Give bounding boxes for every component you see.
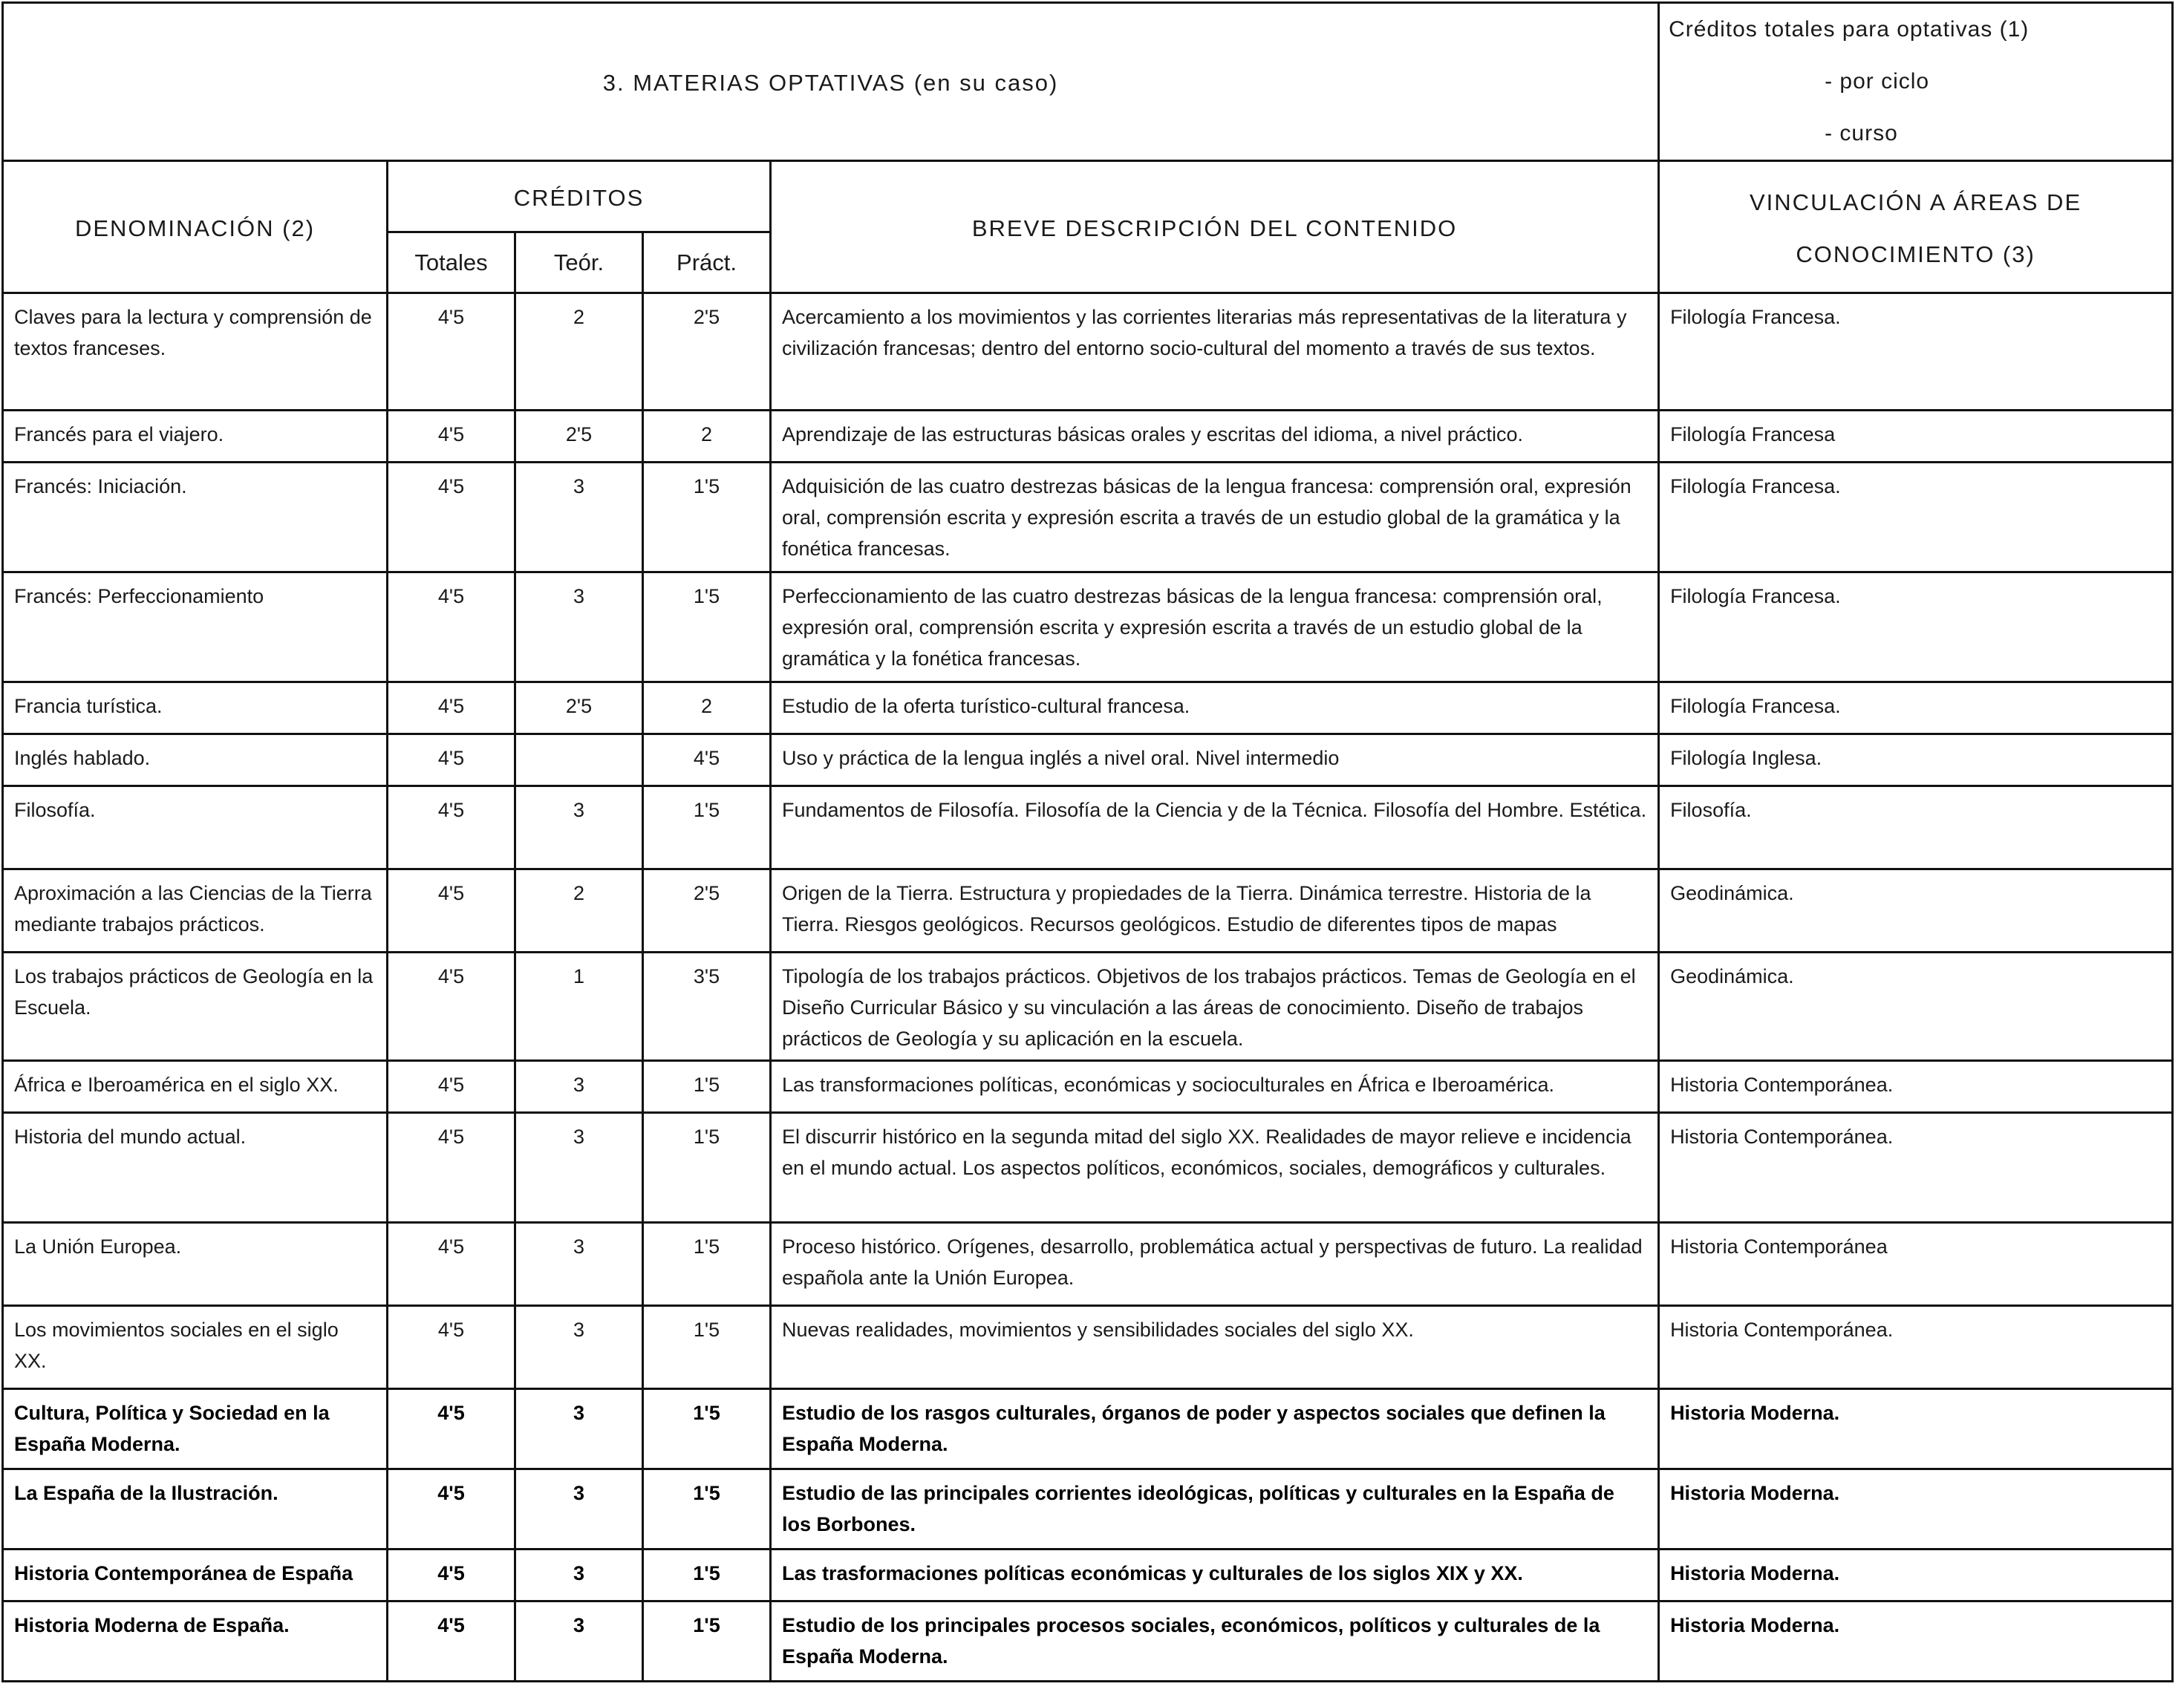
credits-theory: 3 [515, 1389, 643, 1469]
subject-name: Francés para el viajero. [3, 411, 388, 463]
knowledge-area: Historia Moderna. [1659, 1601, 2173, 1682]
teor-header: Teór. [515, 232, 643, 293]
credits-practice: 3'5 [643, 953, 771, 1061]
subject-description: Perfeccionamiento de las cuatro destrezas básicas de la lengua francesa: comprensión oral, expresión oral, comprensión escrita y expresión escrita a través de un estudio global de la gramática y la fonética francesas. [771, 572, 1659, 682]
credits-totals-info [1659, 3, 2173, 161]
knowledge-area: Filología Francesa. [1659, 682, 2173, 734]
table-row [3, 786, 2173, 869]
table-row [3, 1469, 2173, 1550]
knowledge-area: Filología Francesa. [1659, 463, 2173, 572]
table-row [3, 1223, 2173, 1306]
credits-practice: 1'5 [643, 1601, 771, 1682]
subject-description: Estudio de las principales corrientes ideológicas, políticas y culturales en la España de los Borbones. [771, 1469, 1659, 1550]
subject-name: Aproximación a las Ciencias de la Tierra mediante trabajos prácticos. [3, 869, 388, 953]
credits-practice: 1'5 [643, 1469, 771, 1550]
credits-practice: 1'5 [643, 1113, 771, 1223]
credits-total: 4'5 [388, 1469, 515, 1550]
knowledge-area: Filología Francesa [1659, 411, 2173, 463]
credits-practice: 1'5 [643, 572, 771, 682]
subject-description: Nuevas realidades, movimientos y sensibilidades sociales del siglo XX. [771, 1306, 1659, 1389]
subject-name: La España de la Ilustración. [3, 1469, 388, 1550]
credits-total: 4'5 [388, 786, 515, 869]
credits-practice: 1'5 [643, 1061, 771, 1113]
knowledge-area: Historia Moderna. [1659, 1469, 2173, 1550]
subject-description: Acercamiento a los movimientos y las corrientes literarias más representativas de la literatura y civilización francesas; dentro del entorno socio-cultural del momento a través de sus textos. [771, 293, 1659, 411]
subject-name: Los trabajos prácticos de Geología en la Escuela. [3, 953, 388, 1061]
pract-header: Práct. [643, 232, 771, 293]
credits-practice: 1'5 [643, 1223, 771, 1306]
column-header-row [3, 161, 2173, 232]
credits-practice: 1'5 [643, 1550, 771, 1601]
subject-name: Francia turística. [3, 682, 388, 734]
credits-totals-title: Créditos totales para optativas (1) [1669, 17, 2030, 42]
subject-description: El discurrir histórico en la segunda mitad del siglo XX. Realidades de mayor relieve e incidencia en el mundo actual. Los aspectos políticos, económicos, sociales, demográficos y culturales. [771, 1113, 1659, 1223]
section-title: 3. MATERIAS OPTATIVAS (en su caso) [3, 3, 1659, 161]
credits-total: 4'5 [388, 1113, 515, 1223]
credits-theory: 3 [515, 1113, 643, 1223]
credits-theory: 2'5 [515, 682, 643, 734]
subject-name: Historia Moderna de España. [3, 1601, 388, 1682]
vinculacion-header [1659, 161, 2173, 293]
credits-theory: 3 [515, 1061, 643, 1113]
vinculacion-header-line1: VINCULACIÓN A ÁREAS DE [1750, 189, 2082, 215]
knowledge-area: Historia Contemporánea [1659, 1223, 2173, 1306]
credits-total: 4'5 [388, 734, 515, 786]
credits-theory: 3 [515, 1550, 643, 1601]
table-row [3, 1550, 2173, 1601]
credits-practice: 2'5 [643, 293, 771, 411]
knowledge-area: Historia Moderna. [1659, 1389, 2173, 1469]
subject-description: Adquisición de las cuatro destrezas básicas de la lengua francesa: comprensión oral, expresión oral, comprensión escrita y expresión escrita a través de un estudio global de la gramática y la fonética francesas. [771, 463, 1659, 572]
credits-theory: 2 [515, 869, 643, 953]
descripcion-header: BREVE DESCRIPCIÓN DEL CONTENIDO [771, 161, 1659, 293]
table-row [3, 869, 2173, 953]
credits-practice: 1'5 [643, 1306, 771, 1389]
vinculacion-header-line2: CONOCIMIENTO (3) [1796, 241, 2035, 267]
credits-theory: 3 [515, 1306, 643, 1389]
knowledge-area: Historia Moderna. [1659, 1550, 2173, 1601]
subject-description: Estudio de la oferta turístico-cultural francesa. [771, 682, 1659, 734]
subject-name: Claves para la lectura y comprensión de textos franceses. [3, 293, 388, 411]
credits-per-cycle: - por ciclo [1825, 69, 1930, 94]
credits-total: 4'5 [388, 463, 515, 572]
subject-name: Francés: Perfeccionamiento [3, 572, 388, 682]
subject-name: África e Iberoamérica en el siglo XX. [3, 1061, 388, 1113]
table-row [3, 1306, 2173, 1389]
credits-theory: 2'5 [515, 411, 643, 463]
credits-practice: 2 [643, 682, 771, 734]
credits-theory: 3 [515, 1223, 643, 1306]
subject-description: Las trasformaciones políticas económicas y culturales de los siglos XIX y XX. [771, 1550, 1659, 1601]
subject-description: Las transformaciones políticas, económicas y socioculturales en África e Iberoamérica. [771, 1061, 1659, 1113]
credits-theory: 3 [515, 786, 643, 869]
credits-total: 4'5 [388, 1061, 515, 1113]
table-row [3, 572, 2173, 682]
credits-theory: 1 [515, 953, 643, 1061]
subject-name: Historia del mundo actual. [3, 1113, 388, 1223]
knowledge-area: Filología Inglesa. [1659, 734, 2173, 786]
denominacion-header: DENOMINACIÓN (2) [3, 161, 388, 293]
subject-description: Proceso histórico. Orígenes, desarrollo, problemática actual y perspectivas de futuro. La realidad española ante la Unión Europea. [771, 1223, 1659, 1306]
knowledge-area: Geodinámica. [1659, 953, 2173, 1061]
subject-name: Francés: Iniciación. [3, 463, 388, 572]
credits-total: 4'5 [388, 1389, 515, 1469]
credits-theory [515, 734, 643, 786]
subject-description: Fundamentos de Filosofía. Filosofía de la Ciencia y de la Técnica. Filosofía del Hombre. Estética. [771, 786, 1659, 869]
credits-total: 4'5 [388, 411, 515, 463]
table-row [3, 1061, 2173, 1113]
table-row [3, 293, 2173, 411]
subject-name: La Unión Europea. [3, 1223, 388, 1306]
subject-description: Uso y práctica de la lengua inglés a nivel oral. Nivel intermedio [771, 734, 1659, 786]
credits-practice: 1'5 [643, 786, 771, 869]
credits-total: 4'5 [388, 1306, 515, 1389]
knowledge-area: Filología Francesa. [1659, 293, 2173, 411]
credits-practice: 2 [643, 411, 771, 463]
table-row [3, 1601, 2173, 1682]
knowledge-area: Historia Contemporánea. [1659, 1061, 2173, 1113]
subject-name: Los movimientos sociales en el siglo XX. [3, 1306, 388, 1389]
credits-total: 4'5 [388, 1223, 515, 1306]
subject-description: Origen de la Tierra. Estructura y propiedades de la Tierra. Dinámica terrestre. Historia de la Tierra. Riesgos geológicos. Recursos geológicos. Estudio de diferentes tipos de mapas [771, 869, 1659, 953]
subject-description: Tipología de los trabajos prácticos. Objetivos de los trabajos prácticos. Temas de Geología en el Diseño Curricular Básico y su vinculación a las áreas de conocimiento. Diseño de trabajos prácticos de Geología y su aplicación en la escuela. [771, 953, 1659, 1061]
credits-theory: 3 [515, 463, 643, 572]
subject-description: Aprendizaje de las estructuras básicas orales y escritas del idioma, a nivel práctico. [771, 411, 1659, 463]
table-row [3, 411, 2173, 463]
subject-name: Historia Contemporánea de España [3, 1550, 388, 1601]
credits-total: 4'5 [388, 869, 515, 953]
credits-total: 4'5 [388, 953, 515, 1061]
credits-per-course: - curso [1825, 121, 1898, 146]
table-row [3, 1389, 2173, 1469]
knowledge-area: Geodinámica. [1659, 869, 2173, 953]
table-row [3, 734, 2173, 786]
credits-total: 4'5 [388, 682, 515, 734]
credits-practice: 1'5 [643, 1389, 771, 1469]
table-row [3, 682, 2173, 734]
credits-theory: 3 [515, 572, 643, 682]
credits-total: 4'5 [388, 1550, 515, 1601]
table-row [3, 1113, 2173, 1223]
subject-name: Inglés hablado. [3, 734, 388, 786]
totales-header: Totales [388, 232, 515, 293]
credits-theory: 3 [515, 1601, 643, 1682]
knowledge-area: Filosofía. [1659, 786, 2173, 869]
subject-description: Estudio de los rasgos culturales, órganos de poder y aspectos sociales que definen la España Moderna. [771, 1389, 1659, 1469]
credits-theory: 2 [515, 293, 643, 411]
optional-subjects-table [1, 1, 2174, 1682]
credits-practice: 4'5 [643, 734, 771, 786]
subject-name: Cultura, Política y Sociedad en la España Moderna. [3, 1389, 388, 1469]
credits-total: 4'5 [388, 572, 515, 682]
subject-description: Estudio de los principales procesos sociales, económicos, políticos y culturales de la España Moderna. [771, 1601, 1659, 1682]
table-row [3, 953, 2173, 1061]
credits-total: 4'5 [388, 293, 515, 411]
knowledge-area: Historia Contemporánea. [1659, 1306, 2173, 1389]
subject-name: Filosofía. [3, 786, 388, 869]
title-row [3, 3, 2173, 161]
credits-practice: 1'5 [643, 463, 771, 572]
table-row [3, 463, 2173, 572]
creditos-header: CRÉDITOS [388, 161, 771, 232]
knowledge-area: Historia Contemporánea. [1659, 1113, 2173, 1223]
credits-practice: 2'5 [643, 869, 771, 953]
credits-total: 4'5 [388, 1601, 515, 1682]
knowledge-area: Filología Francesa. [1659, 572, 2173, 682]
credits-theory: 3 [515, 1469, 643, 1550]
